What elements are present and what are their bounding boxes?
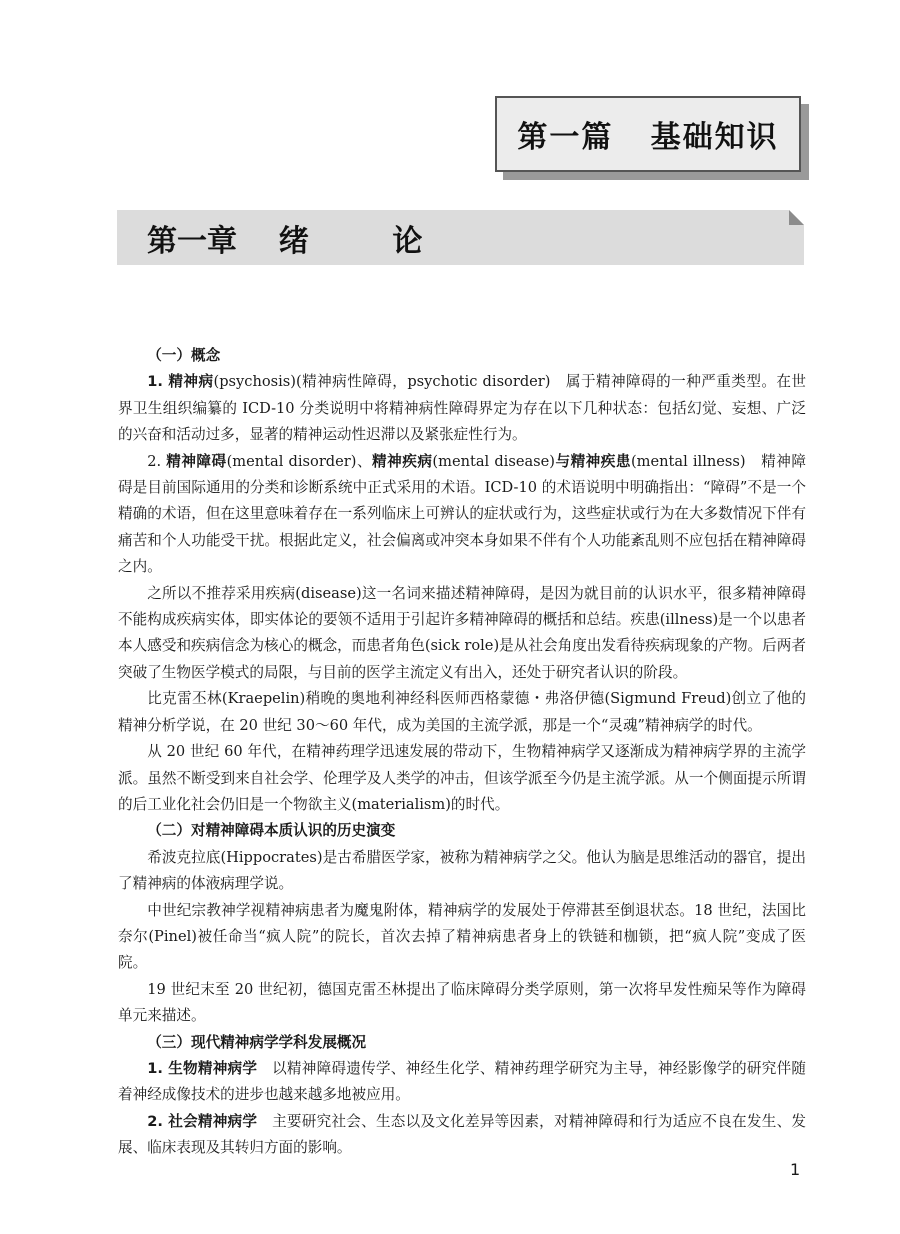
section-heading-modern: （三）现代精神病学学科发展概况 [147, 1033, 367, 1051]
paragraph-kraepelin: 19 世纪末至 20 世纪初，德国克雷丕林提出了临床障碍分类学原则，第一次将早发性痴呆等作为障碍单元来描述。 [118, 980, 806, 1025]
term-psychosis: 1. 精神病 [147, 373, 214, 391]
paragraph-disease-term: 之所以不推荐采用疾病(disease)这一名词来描述精神障碍，是因为就目前的认识水平，很多精神障碍不能构成疾病实体，即实体论的要领不适用于引起许多精神障碍的概括和总结。疾患(illness)是一个以患者本人感受和疾病信念为核心的概念，而患者角色(sick role)是从社会角度出发看待疾病现象的产物。后两者突破了生物医学模式的局限，与目前的医学主流定义有出入，还处于研究者认识的阶段。 [118, 584, 806, 681]
paragraph-social-psychiatry: 2. 社会精神病学 主要研究社会、生态以及文化差异等因素，对精神障碍和行为适应不良在发生、发展、临床表现及其转归方面的影响。 [118, 1112, 806, 1157]
paragraph-biological: 从 20 世纪 60 年代，在精神药理学迅速发展的带动下，生物精神病学又逐渐成为精神病学界的主流学派。虽然不断受到来自社会学、伦理学及人类学的冲击，但该学派至今仍是主流学派。从一个侧面提示所谓的后工业化社会仍旧是一个物欲主义(materialism)的时代。 [118, 743, 806, 813]
term-mental-disease: 精神疾病 [372, 452, 433, 470]
paragraph-biological-psychiatry: 1. 生物精神病学 以精神障碍遗传学、神经生化学、精神药理学研究为主导，神经影像学的研究伴随着神经成像技术的进步也越来越多地被应用。 [118, 1059, 806, 1104]
term-mental-disorder: 精神障碍 [166, 452, 227, 470]
body-text [118, 343, 806, 1162]
part-title: 第一篇 基础知识 [517, 120, 779, 155]
page-number: 1 [790, 1160, 801, 1179]
chapter-title: 第一章 绪 论 [147, 224, 423, 259]
term-social-psychiatry: 2. 社会精神病学 [147, 1112, 258, 1130]
paragraph-mental-disorder: 2. 精神障碍(mental disorder)、精神疾病(mental disease)与精神疾患(mental illness) 精神障碍是目前国际通用的分类和诊断系统中正式采用的术语。ICD-10 的术语说明中明确指出：“障碍”不是一个精确的术语，但在这里意味着存在一系列临床上可辨认的症状或行为，这些症状或行为在大多数情况下伴有痛苦和个人功能受干扰。根据此定义，社会偏离或冲突本身如果不伴有个人功能紊乱则不应包括在精神障碍之内。 [118, 452, 806, 576]
term-biological-psychiatry: 1. 生物精神病学 [147, 1059, 258, 1077]
term-mental-illness: 与精神疾患 [555, 452, 631, 470]
paragraph-hippocrates: 希波克拉底(Hippocrates)是古希腊医学家，被称为精神病学之父。他认为脑是思维活动的器官，提出了精神病的体液病理学说。 [118, 848, 806, 893]
section-heading-concepts: （一）概念 [147, 347, 221, 364]
section-heading-history: （二）对精神障碍本质认识的历史演变 [147, 822, 396, 840]
paragraph-middle-ages: 中世纪宗教神学视精神病患者为魔鬼附体，精神病学的发展处于停滞甚至倒退状态。18 世纪，法国比奈尔(Pinel)被任命当“疯人院”的院长，首次去掉了精神病患者身上的铁链和枷锁，把“疯人院”变成了医院。 [118, 901, 806, 972]
part-banner [495, 96, 801, 172]
paragraph-freud: 比克雷丕林(Kraepelin)稍晚的奥地利神经科医师西格蒙德・弗洛伊德(Sigmund Freud)创立了他的精神分析学说，在 20 世纪 30～60 年代，成为美国的主流学派，那是一个“灵魂”精神病学的时代。 [118, 690, 806, 734]
paragraph-psychosis: 1. 精神病(psychosis)(精神病性障碍，psychotic disorder) 属于精神障碍的一种严重类型。在世界卫生组织编纂的 ICD-10 分类说明中将精神病性障碍界定为存在以下几种状态：包括幻觉、妄想、广泛的兴奋和活动过多，显著的精神运动性迟滞以及紧张症性行为。 [118, 373, 807, 444]
chapter-banner [117, 210, 804, 265]
